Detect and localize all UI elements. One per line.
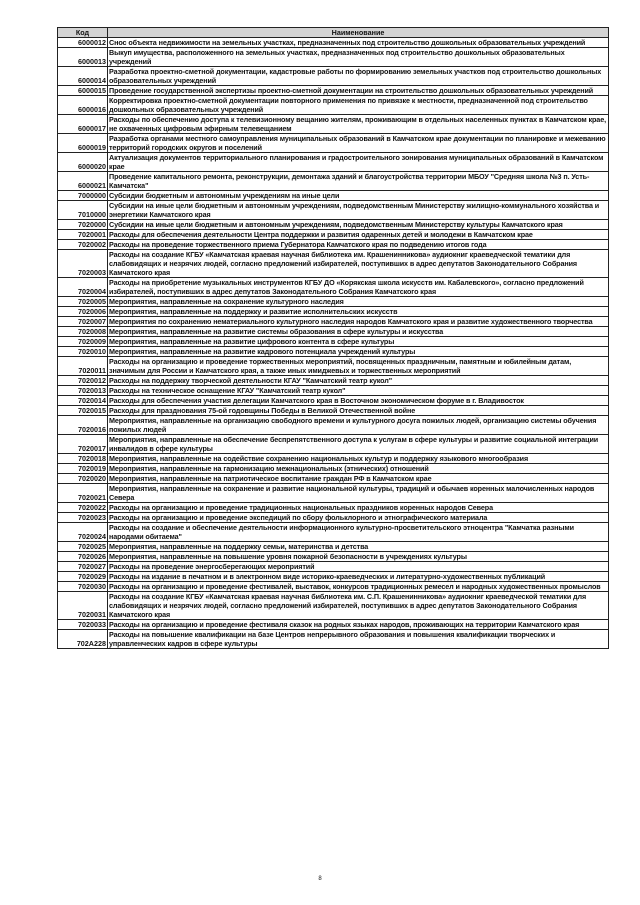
row-name: Расходы на приобретение музыкальных инструментов КГБУ ДО «Корякская школа искусств им. Кабалевского», согласно предложений избирателей, поступивших в адрес депутатов Законодательного Собрания Камчатского края (108, 278, 609, 297)
table-row (58, 230, 609, 240)
row-code: 6000016 (58, 96, 108, 115)
table-row (58, 347, 609, 357)
row-code: 7020020 (58, 474, 108, 484)
row-name: Расходы для обеспечения деятельности Центра поддержки и развития одаренных детей и молодежи в Камчатском крае (108, 230, 609, 240)
row-code: 7020018 (58, 454, 108, 464)
row-code: 6000015 (58, 86, 108, 96)
row-code: 7020030 (58, 582, 108, 592)
table-row (58, 327, 609, 337)
row-code: 6000013 (58, 48, 108, 67)
row-name: Субсидии бюджетным и автономным учреждениям на иные цели (108, 191, 609, 201)
row-code: 7020005 (58, 297, 108, 307)
table-row (58, 474, 609, 484)
row-name: Расходы на создание КГБУ «Камчатская краевая научная библиотека им. С.П. Крашенинникова» аудиокниг краеведческой тематики для слабовидящих и незрячих людей, согласно предложений избирателей, поступивших в адрес депутатов Законодательного Собрания Камчатского края (108, 592, 609, 620)
row-name: Расходы на организацию и проведение фестиваля сказок на родных языках народов, проживающих на территории Камчатского края (108, 620, 609, 630)
table-row (58, 386, 609, 396)
table-row (58, 396, 609, 406)
row-code: 7020013 (58, 386, 108, 396)
table-row (58, 307, 609, 317)
row-name: Расходы на организацию и проведение экспедиций по сбору фольклорного и этнографического материала (108, 513, 609, 523)
table-row (58, 201, 609, 220)
row-name: Расходы на проведение торжественного приема Губернатора Камчатского края по подведению итогов года (108, 240, 609, 250)
row-name: Снос объекта недвижимости на земельных участках, предназначенных под строительство дошкольных образовательных учреждений (108, 38, 609, 48)
row-name: Мероприятия, направленные на поддержку и развитие исполнительских искусств (108, 307, 609, 317)
table-row (58, 115, 609, 134)
table-row (58, 513, 609, 523)
row-code: 6000021 (58, 172, 108, 191)
table-row (58, 376, 609, 386)
row-name: Мероприятия, направленные на патриотическое воспитание граждан РФ в Камчатском крае (108, 474, 609, 484)
row-name: Расходы на издание в печатном и в электронном виде историко-краеведческих и литературно-художественных публикаций (108, 572, 609, 582)
row-name: Расходы на поддержку творческой деятельности КГАУ "Камчатский театр кукол" (108, 376, 609, 386)
row-name: Разработка органами местного самоуправления муниципальных образований в Камчатском крае документации по планировке и межеванию территорий городских округов и поселений (108, 134, 609, 153)
row-name: Мероприятия, направленные на развитие системы образования в сфере культуры и искусства (108, 327, 609, 337)
page-number: 8 (318, 876, 322, 882)
row-name: Расходы на организацию и проведение торжественных мероприятий, посвященных праздничным, памятным и юбилейным датам, значимым для России и Камчатского края, а также иных имиджевых и торжественных мероприятий (108, 357, 609, 376)
row-code: 7020023 (58, 513, 108, 523)
row-code: 7020008 (58, 327, 108, 337)
table-body (58, 38, 609, 649)
table-row (58, 464, 609, 474)
table-row (58, 503, 609, 513)
row-name: Проведение капитального ремонта, реконструкции, демонтажа зданий и благоустройства территории МБОУ "Средняя школа №3 п. Усть-Камчатска" (108, 172, 609, 191)
table-row (58, 48, 609, 67)
table-row (58, 38, 609, 48)
row-code: 7020031 (58, 592, 108, 620)
row-name: Расходы по обеспечению доступа к телевизионному вещанию жителям, проживающим в отдельных населенных пунктах в Камчатском крае, не охваченных цифровым эфирным телевещанием (108, 115, 609, 134)
row-code: 7020022 (58, 503, 108, 513)
budget-codes-table (57, 27, 609, 649)
row-code: 7020002 (58, 240, 108, 250)
table-row (58, 562, 609, 572)
row-code: 7020027 (58, 562, 108, 572)
row-code: 6000012 (58, 38, 108, 48)
table-row (58, 96, 609, 115)
table-row (58, 317, 609, 327)
row-code: 7020010 (58, 347, 108, 357)
table-row (58, 620, 609, 630)
header-name: Наименование (108, 28, 609, 38)
row-name: Расходы для празднования 75-ой годовщины Победы в Великой Отечественной войне (108, 406, 609, 416)
table-row (58, 435, 609, 454)
row-name: Мероприятия по сохранению нематериального культурного наследия народов Камчатского края и развитие художественного творчества (108, 317, 609, 327)
row-code: 7020009 (58, 337, 108, 347)
row-name: Расходы на создание КГБУ «Камчатская краевая научная библиотека им. Крашенинникова» аудиокниг краеведческой тематики для слабовидящих и незрячих людей, согласно предложений избирателей, поступивших в адрес депутатов Законодательного Собрания Камчатского края (108, 250, 609, 278)
table-row (58, 153, 609, 172)
table-row (58, 552, 609, 562)
row-code: 7000000 (58, 191, 108, 201)
row-code: 7010000 (58, 201, 108, 220)
table-row (58, 406, 609, 416)
row-code: 7020012 (58, 376, 108, 386)
row-name: Расходы на проведение энергосберегающих мероприятий (108, 562, 609, 572)
row-name: Расходы на организацию и проведение традиционных национальных праздников коренных народов Севера (108, 503, 609, 513)
row-name: Субсидии на иные цели бюджетным и автономным учреждениям, подведомственным Министерству жилищно-коммунального хозяйства и энергетики Камчатского края (108, 201, 609, 220)
table-header-row (58, 28, 609, 38)
row-code: 7020015 (58, 406, 108, 416)
row-name: Мероприятия, направленные на сохранение культурного наследия (108, 297, 609, 307)
row-code: 7020001 (58, 230, 108, 240)
table-row (58, 592, 609, 620)
table-row (58, 297, 609, 307)
row-code: 7020016 (58, 416, 108, 435)
row-code: 7020011 (58, 357, 108, 376)
table-row (58, 630, 609, 649)
row-code: 6000020 (58, 153, 108, 172)
table-row (58, 542, 609, 552)
row-name: Корректировка проектно-сметной документации повторного применения по привязке к местности, предназначенной под строительство дошкольных образовательных учреждений (108, 96, 609, 115)
row-code: 7020014 (58, 396, 108, 406)
row-name: Мероприятия, направленные на обеспечение беспрепятственного доступа к услугам в сфере культуры и развитие социальной интеграции инвалидов в сфере культуры (108, 435, 609, 454)
row-name: Мероприятия, направленные на содействие сохранению национальных культур и поддержку языкового многообразия (108, 454, 609, 464)
row-code: 7020003 (58, 250, 108, 278)
table-row (58, 454, 609, 464)
row-code: 7020006 (58, 307, 108, 317)
table-row (58, 220, 609, 230)
row-code: 7020007 (58, 317, 108, 327)
row-code: 7020017 (58, 435, 108, 454)
row-code: 6000017 (58, 115, 108, 134)
table-row (58, 416, 609, 435)
row-name: Мероприятия, направленные на организацию свободного времени и культурного досуга пожилых людей, организацию системы обучения пожилых людей (108, 416, 609, 435)
table-row (58, 134, 609, 153)
row-name: Мероприятия, направленные на гармонизацию межнациональных (этнических) отношений (108, 464, 609, 474)
table-row (58, 278, 609, 297)
table-row (58, 86, 609, 96)
row-code: 7020029 (58, 572, 108, 582)
table-row (58, 240, 609, 250)
table-row (58, 250, 609, 278)
row-name: Мероприятия, направленные на повышение уровня пожарной безопасности в учреждениях культуры (108, 552, 609, 562)
row-name: Расходы на создание и обеспечение деятельности информационного культурно-просветительского этноцентра "Камчатка разными народами обитаема" (108, 523, 609, 542)
row-name: Субсидии на иные цели бюджетным и автономным учреждениям, подведомственным Министерству культуры Камчатского края (108, 220, 609, 230)
row-name: Мероприятия, направленные на развитие цифрового контента в сфере культуры (108, 337, 609, 347)
row-name: Мероприятия, направленные на сохранение и развитие национальной культуры, традиций и обычаев коренных малочисленных народов Севера (108, 484, 609, 503)
row-name: Проведение государственной экспертизы проектно-сметной документации на строительство дошкольных образовательных учреждений (108, 86, 609, 96)
table-row (58, 582, 609, 592)
table-row (58, 67, 609, 86)
row-name: Расходы на организацию и проведение фестивалей, выставок, конкурсов традиционных ремесел и народных художественных промыслов (108, 582, 609, 592)
row-name: Мероприятия, направленные на развитие кадрового потенциала учреждений культуры (108, 347, 609, 357)
row-code: 7020025 (58, 542, 108, 552)
row-name: Расходы для обеспечения участия делегации Камчатского края в Восточном экономическом форуме в г. Владивосток (108, 396, 609, 406)
row-code: 7020019 (58, 464, 108, 474)
header-code: Код (58, 28, 108, 38)
row-name: Мероприятия, направленные на поддержку семьи, материнства и детства (108, 542, 609, 552)
row-code: 6000019 (58, 134, 108, 153)
row-code: 7020000 (58, 220, 108, 230)
row-name: Расходы на техническое оснащение КГАУ "Камчатский театр кукол" (108, 386, 609, 396)
row-code: 7020004 (58, 278, 108, 297)
row-code: 7020026 (58, 552, 108, 562)
row-code: 7020021 (58, 484, 108, 503)
table-row (58, 337, 609, 347)
row-name: Расходы на повышение квалификации на базе Центров непрерывного образования и повышения квалификации творческих и управленческих кадров в сфере культуры (108, 630, 609, 649)
row-code: 6000014 (58, 67, 108, 86)
table-row (58, 484, 609, 503)
table-row (58, 523, 609, 542)
row-code: 702A228 (58, 630, 108, 649)
row-code: 7020033 (58, 620, 108, 630)
table-row (58, 572, 609, 582)
row-code: 7020024 (58, 523, 108, 542)
table-row (58, 357, 609, 376)
table-row (58, 172, 609, 191)
document-page (57, 27, 609, 649)
row-name: Разработка проектно-сметной документации, кадастровые работы по формированию земельных участков под строительство дошкольных образовательных учреждений (108, 67, 609, 86)
row-name: Выкуп имущества, расположенного на земельных участках, предназначенных под строительство дошкольных образовательных учреждений (108, 48, 609, 67)
table-row (58, 191, 609, 201)
row-name: Актуализация документов территориального планирования и градостроительного зонирования муниципальных образований в Камчатском крае (108, 153, 609, 172)
